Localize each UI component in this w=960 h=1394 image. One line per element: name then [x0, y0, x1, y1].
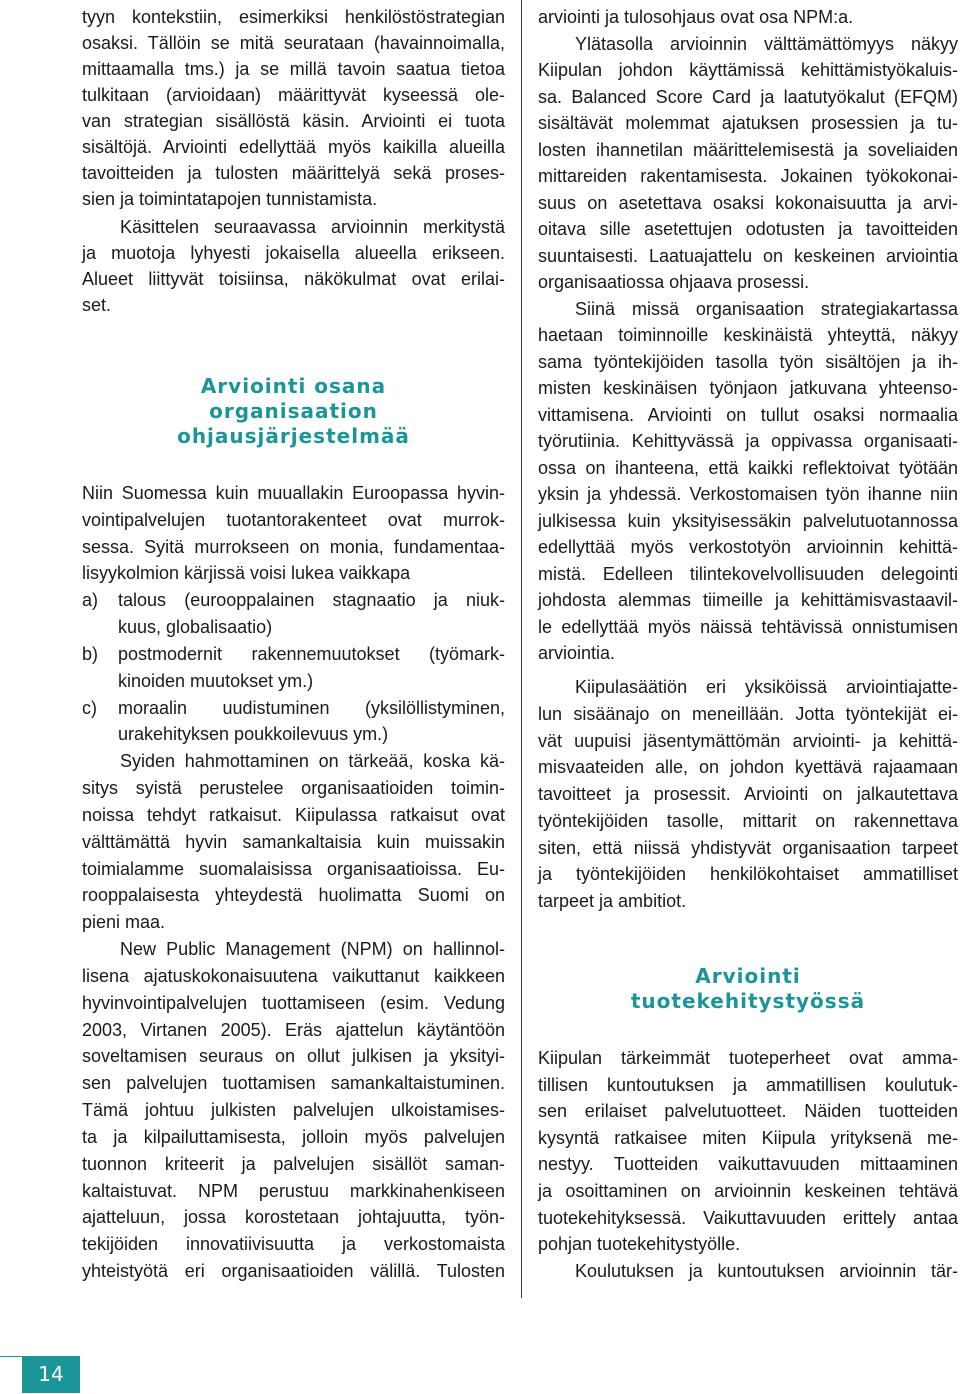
text-line: urakehityksen poukkoilevuus ym.) — [118, 724, 389, 745]
text-line: kinoiden muutokset ym.) — [118, 670, 314, 691]
text-line: pieni maa. — [82, 912, 166, 933]
text-line: nestyy. Tuotteiden vaikuttavuuden mittaaminen — [538, 1154, 958, 1175]
left-column — [82, 0, 505, 1300]
column-divider — [521, 0, 522, 1298]
text-line: talous (eurooppalainen stagnaatio ja niuk- — [118, 590, 505, 611]
heading-line: Arviointi — [695, 964, 801, 988]
text-line: sitys syistä perustelee organisaatioiden toimin- — [82, 778, 505, 799]
text-line: työrutiinia. Kehittyvässä ja oppivassa organisaati- — [538, 431, 958, 451]
text-line: arviointi ja tulosohjaus ovat osa NPM:a. — [538, 7, 854, 27]
section-body — [538, 1045, 958, 1284]
text-line: tulkitaan (arvioidaan) määrittyvät kyseessä ole- — [82, 85, 505, 105]
text-line: lisena ajatuskokonaisuutena vaikuttanut kaikkeen — [82, 965, 505, 986]
text-line: tekijöiden innovatiivisuutta ja verkostomaista — [82, 1234, 505, 1255]
section-body — [82, 480, 505, 1285]
text-line: sisältöjä. Arviointi edellyttää myös kaikilla alueilla — [82, 137, 505, 157]
text-line: suuntaisesti. Laatuajattelu on keskeinen arviointia — [538, 245, 958, 266]
text-line: misvaateiden alle, on johdon kyettävä rajaamaan — [538, 757, 958, 778]
text-line: Ylätasolla arvioinnin välttämättömyys näkyy — [575, 33, 958, 54]
text-line: Kiipulan johdon käyttämissä kehittämistyökaluis- — [538, 60, 958, 80]
paragraph — [82, 4, 505, 212]
text-line: tarpeet ja ambitiot. — [538, 891, 687, 911]
list-item — [82, 587, 505, 641]
text-line: lun sisäänajo on meneillään. Jotta työntekijät ei- — [538, 703, 958, 724]
paragraph — [538, 674, 958, 915]
section-heading-arviointi-tuotekehitystyossa — [538, 964, 958, 1014]
heading-line: organisaation — [209, 399, 378, 423]
text-line: pohjan tuotekehitystyölle. — [538, 1234, 741, 1255]
text-line: Tämä johtuu julkisten palvelujen ulkoistamises- — [82, 1100, 505, 1121]
heading-line: ohjausjärjestelmää — [177, 424, 410, 448]
text-line: van strategian sisällöstä käsin. Arviointi ei tuota — [82, 111, 505, 131]
text-line: tuotekehityksessä. Vaikuttavuuden erittely antaa — [538, 1207, 958, 1228]
text-line: välttämättä hyvin samankaltaisia kuin muissakin — [82, 831, 505, 852]
text-line: osaksi. Tällöin se mitä seurataan (havainnoimalla, — [82, 33, 505, 53]
text-line: soveltamisen seuraus on ollut julkisen ja yksityi- — [82, 1046, 505, 1067]
paragraph — [82, 480, 505, 587]
text-line: sien ja toimintatapojen tunnistamista. — [82, 189, 378, 209]
text-line: sessa. Syitä murrokseen on monia, fundamentaa- — [82, 536, 505, 557]
text-line: työntekijöiden tasolle, mittarit on rakennettava — [538, 810, 958, 831]
text-line: yksin ja yhdessä. Verkostomaisen työn ihanne niin — [538, 484, 958, 504]
paragraph — [82, 214, 505, 318]
text-line: kuus, globalisaatio) — [118, 617, 273, 638]
text-line: tuonnon kriteerit ja palvelujen sisällöt saman- — [82, 1153, 505, 1174]
paragraph — [538, 1045, 958, 1258]
text-line: Niin Suomessa kuin muuallakin Euroopassa hyvin- — [82, 483, 505, 503]
text-line: losten ihannetilan määrittelemisestä ja soveliaiden — [538, 139, 958, 160]
page-number: 14 — [22, 1356, 80, 1393]
paragraph — [82, 748, 505, 936]
text-line: vointipalvelujen tuotantorakenteet ovat murrok- — [82, 509, 505, 530]
text-line: haetaan toiminnoille keskinäistä yhteyttä, näkyy — [538, 325, 958, 345]
text-line: arviointia. — [538, 643, 616, 663]
text-line: sa. Balanced Score Card ja laatutyökalut (EFQM) — [538, 86, 958, 107]
text-line: sisältävät molemmat ajatuksen prosessien ja tu- — [538, 113, 958, 133]
text-line: Siinä missä organisaation strategiakartassa — [575, 298, 958, 319]
paragraph — [538, 296, 958, 667]
text-line: kaltaistuvat. NPM perustuu markkinahenkiseen — [82, 1180, 505, 1201]
text-line: Käsittelen seuraavassa arvioinnin merkitystä — [120, 217, 505, 237]
text-line: suus on asetettava osaksi kokonaisuutta ja arvi- — [538, 192, 958, 213]
heading-line: tuotekehitystyössä — [630, 989, 866, 1013]
text-line: Syiden hahmottaminen on tärkeää, koska kä- — [120, 751, 505, 772]
text-line: misten keskinäisen työnjaon jatkuvana yhteenso- — [538, 378, 958, 398]
text-line: ja muotoja lyhyesti jokaisella alueella erikseen. — [82, 243, 505, 263]
text-line: Kiipulan tärkeimmät tuoteperheet ovat amma- — [538, 1048, 958, 1068]
text-line: le edellyttää myös näissä tehtävissä onnistumisen — [538, 616, 958, 637]
text-line: postmodernit rakennemuutokset (työmark- — [118, 643, 505, 664]
text-line: vittamisena. Arviointi on tullut osaksi normaalia — [538, 404, 958, 425]
text-line: lisyykolmion kärjissä voisi lukea vaikkapa — [82, 563, 411, 584]
text-line: New Public Management (NPM) on hallinnol- — [120, 939, 505, 960]
paragraph — [82, 936, 505, 1285]
page-number-rule — [0, 1356, 22, 1357]
text-line: mittaamalla tms.) ja se millä tavoin saatua tietoa — [82, 59, 505, 79]
text-line: ja osoittaminen on arvioinnin keskeinen tehtävä — [538, 1180, 958, 1201]
text-line: tavoitteiden ja tulosten määrittelyä sekä proses- — [82, 163, 505, 183]
text-line: edellyttää myös verkostotyön arvioinnin kehittä- — [538, 537, 958, 557]
text-line: 2003, Virtanen 2005). Eräs ajattelun käytäntöön — [82, 1019, 505, 1040]
paragraph — [538, 4, 958, 31]
text-line: mistä. Edelleen tilintekovelvollisuuden delegointi — [538, 563, 958, 584]
text-line: toimialamme suomalaisissa organisaatioissa. Eu- — [82, 858, 505, 879]
text-line: sama työntekijöiden tasolla työn sisältöjen ja ih- — [538, 351, 958, 372]
text-line: julkisessa kuin yksityisessäkin palvelutuotannossa — [538, 510, 958, 531]
text-line: siten, että niissä yhdistyvät organisaation tarpeet — [538, 837, 958, 858]
text-line: johdosta alemmas tiimeille ja kehittämisvastaavil- — [538, 590, 958, 610]
text-line: ajatteluun, jossa korostetaan johtajuutta, työn- — [82, 1207, 505, 1228]
text-line: tavoitteet ja prosessit. Arviointi on jalkautettava — [538, 784, 958, 804]
text-line: Alueet liittyvät toisiinsa, näkökulmat ovat erilai- — [82, 269, 505, 289]
text-line: Koulutuksen ja kuntoutuksen arvioinnin tär- — [575, 1260, 958, 1281]
list-marker: c) — [82, 697, 97, 718]
text-line: set. — [82, 295, 112, 315]
text-line: yhteistyötä eri organisaatioiden välillä. Tulosten — [82, 1261, 505, 1282]
text-line: mittareiden rakentamisesta. Jokainen työkokonai- — [538, 166, 958, 186]
paragraph — [538, 31, 958, 296]
right-column — [538, 0, 958, 1300]
text-line: ja työntekijöiden henkilökohtaiset ammatilliset — [538, 864, 958, 885]
paragraph — [538, 1258, 958, 1285]
section-body — [538, 4, 958, 667]
text-line: sen erilaiset palvelutuotteet. Näiden tuotteiden — [538, 1101, 958, 1122]
text-line: tillisen kuntoutuksen ja ammatillisen koulutuk- — [538, 1074, 958, 1095]
text-line: vät uupuisi jäsentymättömän arviointi- ja kehittä- — [538, 730, 958, 751]
list-item — [82, 641, 505, 695]
list-marker: b) — [82, 643, 99, 664]
text-line: moraalin uudistuminen (yksilöllistyminen, — [118, 697, 505, 718]
text-line: organisaatiossa ohjaava prosessi. — [538, 272, 810, 292]
text-line: ossa on ihanteena, että kaikki reflektoivat työtään — [538, 457, 958, 478]
text-line: tyyn kontekstiin, esimerkiksi henkilöstöstrategian — [82, 7, 505, 27]
text-line: hyvinvointipalvelujen tuottamiseen (esim. Vedung — [82, 992, 505, 1013]
text-line: ta ja kilpailuttamisesta, jolloin myös palvelujen — [82, 1126, 505, 1147]
text-line: noissa tehdyt ratkaisut. Kiipulassa ratkaisut ovat — [82, 804, 505, 825]
section-heading-arviointi-osana — [82, 374, 505, 449]
text-line: sen palvelujen tuottamisen samankaltaistuminen. — [82, 1073, 505, 1094]
list-marker: a) — [82, 590, 99, 611]
text-line: oitava sille asetettujen odotusten ja tavoitteiden — [538, 219, 958, 239]
text-line: kysyntä ratkaisee miten Kiipula yrityksenä me- — [538, 1127, 958, 1148]
text-line: Kiipulasäätiön eri yksiköissä arviointiajatte- — [575, 677, 958, 697]
heading-line: Arviointi osana — [200, 374, 387, 398]
list-item — [82, 695, 505, 749]
text-line: rooppalaisesta yhteydestä huolimatta Suomi on — [82, 885, 505, 906]
